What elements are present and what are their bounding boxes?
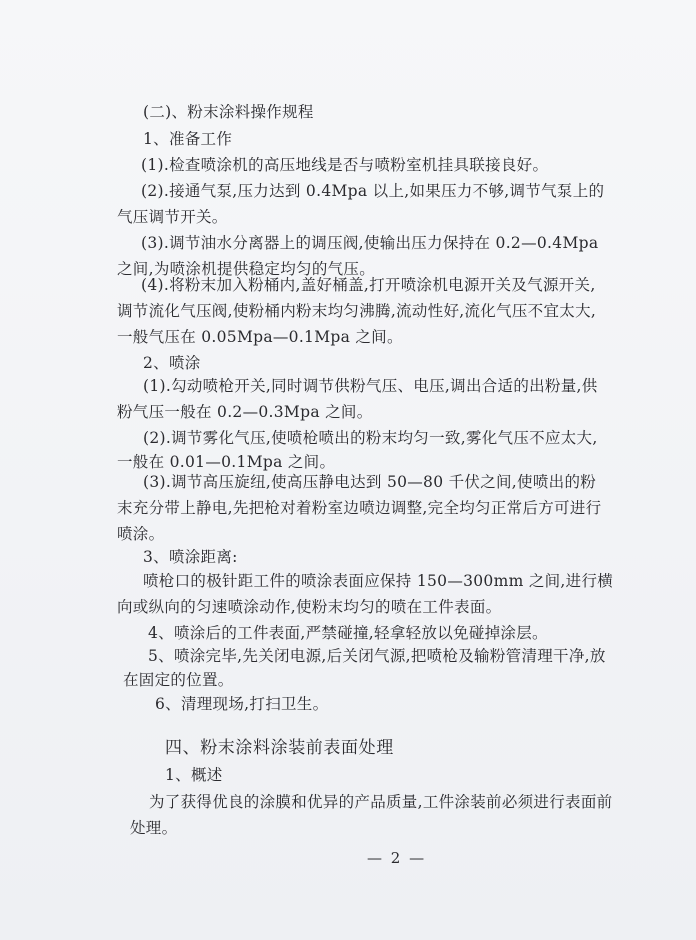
text-line: 4、喷涂后的工件表面,严禁碰撞,轻拿轻放以免碰掉涂层。: [148, 624, 548, 642]
text-line: 粉气压一般在 0.2—0.3Mpa 之间。: [117, 403, 373, 421]
text-line: (2).接通气泵,压力达到 0.4Mpa 以上,如果压力不够,调节气泵上的: [141, 182, 605, 200]
text-line: 喷涂。: [117, 525, 165, 543]
text-line: 为了获得优良的涂膜和优异的产品质量,工件涂装前必须进行表面前: [149, 793, 613, 811]
text-line: 之间,为喷涂机提供稳定均匀的气压。: [117, 260, 376, 278]
text-line: (3).调节油水分离器上的调压阀,使输出压力保持在 0.2—0.4Mpa: [141, 234, 599, 252]
text-line: 一般气压在 0.05Mpa—0.1Mpa 之间。: [117, 328, 403, 346]
text-line: 末充分带上静电,先把枪对着粉室边喷边调整,完全均匀正常后方可进行: [117, 499, 602, 517]
text-line: 处理。: [130, 819, 178, 837]
text-line: (1).勾动喷枪开关,同时调节供粉气压、电压,调出合适的出粉量,供: [143, 377, 598, 395]
text-line: (4).将粉末加入粉桶内,盖好桶盖,打开喷涂机电源开关及气源开关,: [141, 276, 596, 294]
text-line: 喷枪口的极针距工件的喷涂表面应保持 150—300mm 之间,进行横: [143, 572, 614, 590]
text-line: (2).调节雾化气压,使喷枪喷出的粉末均匀一致,雾化气压不应太大,: [143, 429, 598, 447]
text-line: (1).检查喷涂机的高压地线是否与喷粉室机挂具联接良好。: [141, 156, 549, 174]
subheading-overview: 1、概述: [165, 766, 223, 784]
page-number: — 2 —: [367, 849, 427, 867]
text-line: 5、喷涂完毕,先关闭电源,后关闭气源,把喷枪及输粉管清理干净,放: [148, 647, 606, 665]
subheading-spraying: 2、喷涂: [143, 354, 201, 372]
text-line: 一般在 0.01—0.1Mpa 之间。: [117, 453, 336, 471]
text-line: 6、清理现场,打扫卫生。: [155, 695, 329, 713]
text-line: 向或纵向的匀速喷涂动作,使粉末均匀的喷在工件表面。: [117, 598, 502, 616]
text-line: 在固定的位置。: [123, 671, 234, 689]
text-line: 调节流化气压阀,使粉桶内粉末均匀沸腾,流动性好,流化气压不宜太大,: [117, 302, 597, 320]
subheading-spray-distance: 3、喷涂距离:: [143, 548, 238, 566]
text-line: 气压调节开关。: [117, 208, 228, 226]
section-heading-powder-coating-procedure: (二)、粉末涂料操作规程: [143, 103, 314, 121]
section-heading-surface-pretreatment: 四、粉末涂料涂装前表面处理: [165, 738, 394, 758]
subheading-preparation: 1、准备工作: [143, 130, 233, 148]
text-line: (3).调节高压旋纽,使高压静电达到 50—80 千伏之间,使喷出的粉: [143, 473, 597, 491]
